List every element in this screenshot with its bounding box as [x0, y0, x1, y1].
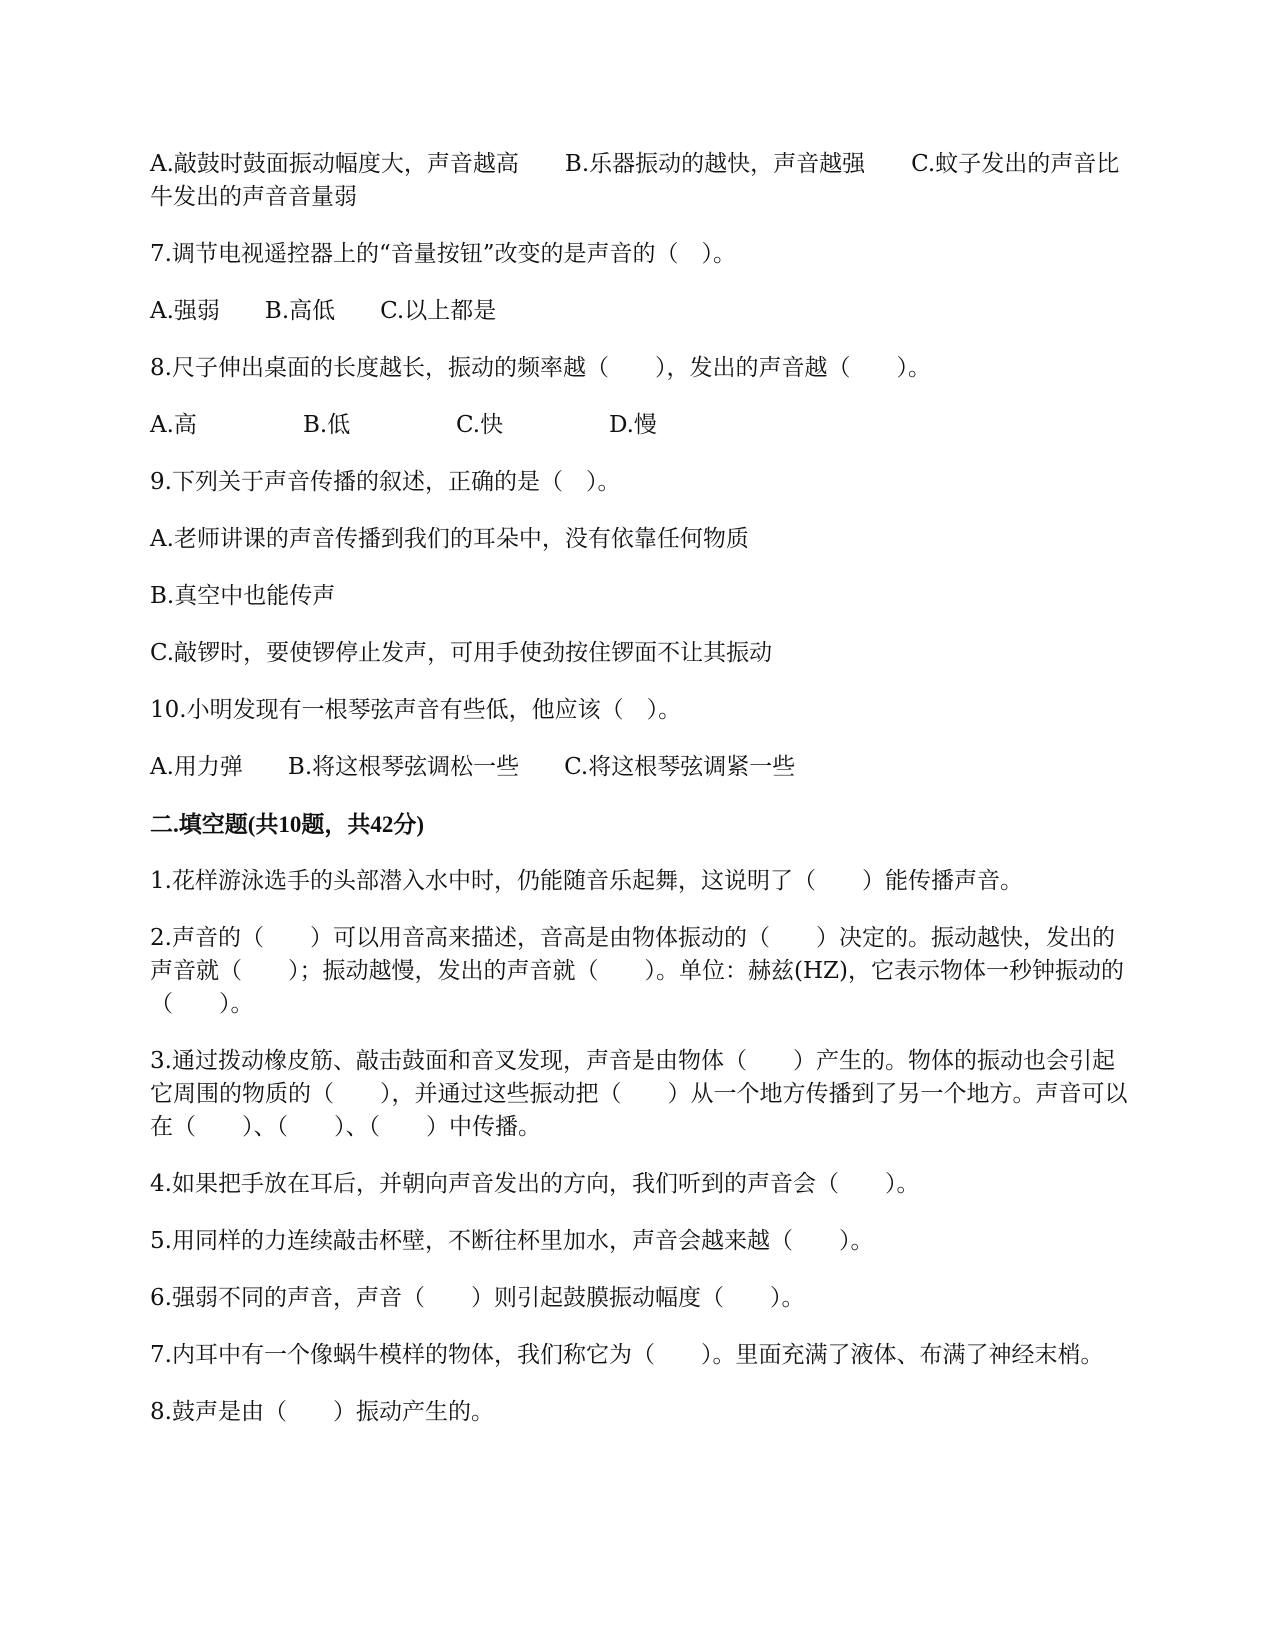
fill-item-8: 8.鼓声是由（ ）振动产生的。: [150, 1399, 494, 1425]
q9-option-c: C.敲锣时，要使锣停止发声，可用手使劲按住锣面不让其振动: [150, 640, 773, 666]
q10-option-b: B.将这根琴弦调松一些: [287, 754, 520, 780]
q6-options: A.敲鼓时鼓面振动幅度大，声音越高 B.乐器振动的越快，声音越强 C.蚊子发出的声音比牛发出的声音音量弱: [150, 151, 1120, 210]
q9-option-b: B.真空中也能传声: [150, 583, 336, 609]
q9-option-a: A.老师讲课的声音传播到我们的耳朵中，没有依靠任何物质: [150, 526, 749, 552]
fill-item-7: 7.内耳中有一个像蜗牛模样的物体，我们称它为（ ）。里面充满了液体、布满了神经末梢。: [150, 1342, 1104, 1368]
q8-options: [150, 409, 1135, 442]
fill-item-4: 4.如果把手放在耳后，并朝向声音发出的方向，我们听到的声音会（ ）。: [150, 1171, 920, 1197]
fill-item-1: 1.花样游泳选手的头部潜入水中时，仍能随音乐起舞，这说明了（ ）能传播声音。: [150, 868, 1023, 894]
q10-stem: 10.小明发现有一根琴弦声音有些低，他应该（ ）。: [150, 697, 682, 723]
q7-options: [150, 295, 1135, 328]
q7-option-c: C.以上都是: [380, 298, 497, 324]
fill-item-3: 3.通过拨动橡皮筋、敲击鼓面和音叉发现，声音是由物体（ ）产生的。物体的振动也会引起它周围的物质的（ ），并通过这些振动把（ ）从一个地方传播到了另一个地方。声音可以在（ ）、（ ）、（ ）中传播。: [150, 1048, 1128, 1140]
q10-option-a: A.用力弹: [150, 754, 243, 780]
fill-item-2: 2.声音的（ ）可以用音高来描述，音高是由物体振动的（ ）决定的。振动越快，发出的声音就（ ）；振动越慢，发出的声音就（ ）。单位：赫兹(HZ)，它表示物体一秒钟振动的（ ）。: [150, 925, 1124, 1017]
q10-option-c: C.将这根琴弦调紧一些: [564, 754, 796, 780]
q7-option-a: A.强弱: [150, 298, 220, 324]
section-heading-fill-in: 二.填空题(共10题，共42分): [150, 812, 425, 837]
q7-option-b: B.高低: [264, 298, 336, 324]
q9-stem: 9.下列关于声音传播的叙述，正确的是（ ）。: [150, 469, 621, 495]
q7-stem: 7.调节电视遥控器上的“音量按钮”改变的是声音的（ ）。: [150, 241, 736, 267]
q8-option-b: B.低: [303, 412, 351, 438]
exam-page: [150, 148, 1135, 1453]
q8-option-c: C.快: [456, 412, 504, 438]
q8-option-a: A.高: [150, 412, 197, 438]
q10-options: [150, 751, 1135, 784]
fill-item-5: 5.用同样的力连续敲击杯壁，不断往杯里加水，声音会越来越（ ）。: [150, 1228, 874, 1254]
fill-item-6: 6.强弱不同的声音，声音（ ）则引起鼓膜振动幅度（ ）。: [150, 1285, 805, 1311]
q8-stem: 8.尺子伸出桌面的长度越长，振动的频率越（ ），发出的声音越（ ）。: [150, 355, 931, 381]
q8-option-d: D.慢: [609, 412, 657, 438]
